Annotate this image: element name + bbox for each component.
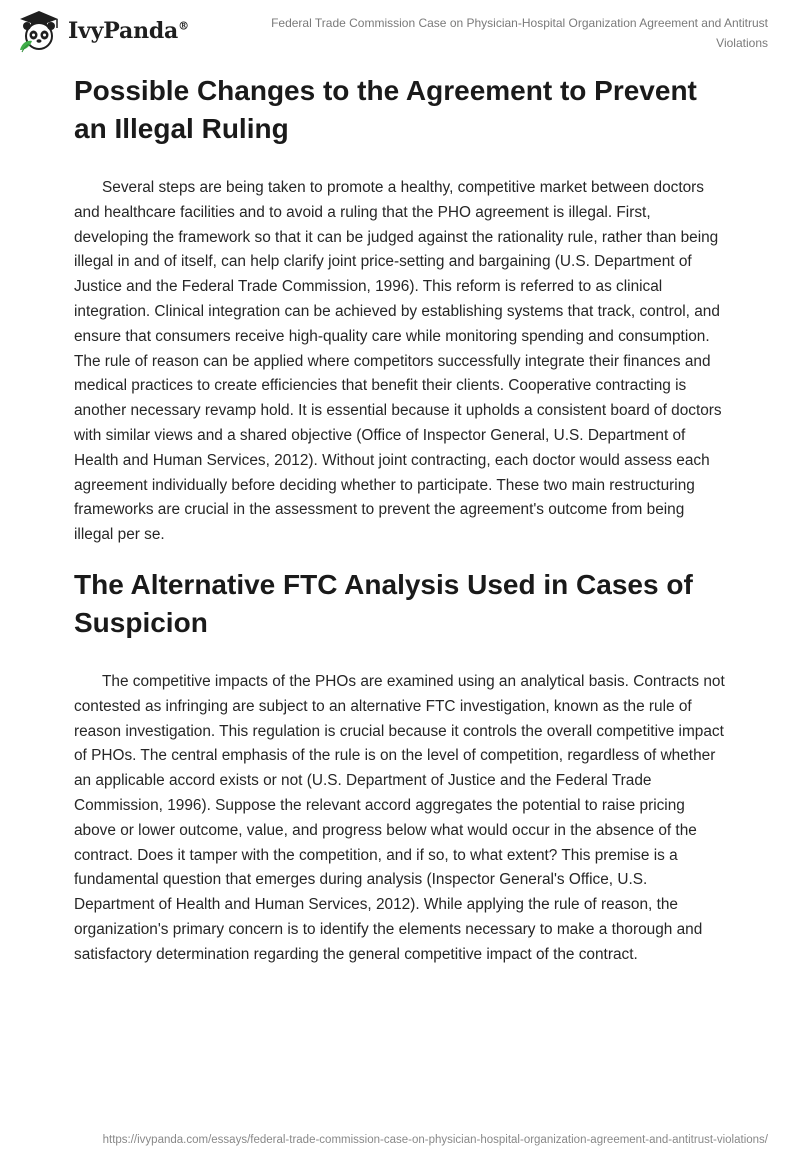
section-paragraph: Several steps are being taken to promote a healthy, competitive market between doctors and healthcare facilities and to avoid a ruling that the PHO agreement is illegal. First, developing the framework so that it can be judged against the rationality rule, rather than being illegal in and of itself, can help clarify joint price-setting and bargaining (U.S. Department of Justice and the Federal Trade Commission, 1996). This reform is referred to as clinical integration. Clinical integration can be achieved by establishing systems that track, control, and ensure that consumers receive high-quality care while monitoring spending and consumption. The rule of reason can be applied where competitors successfully integrate their finances and medical practices to create efficiencies that benefit their clients. Cooperative contracting is another necessary revamp hold. It is essential because it upholds a consistent board of doctors with similar views and a shared objective (Office of Inspector General, U.S. Department of Health and Human Services, 2012). Without joint contracting, each doctor would assess each agreement individually before deciding whether to participate. These two main restructuring frameworks are crucial in the assessment to prevent the agreement's outcome from being illegal per se. [74, 179, 722, 544]
registered-mark: ® [178, 19, 189, 33]
essay-content [74, 72, 726, 968]
section-heading: Possible Changes to the Agreement to Prevent an Illegal Ruling [74, 75, 697, 144]
section-heading: The Alternative FTC Analysis Used in Cases of Suspicion [74, 568, 693, 638]
section-paragraph: The competitive impacts of the PHOs are examined using an analytical basis. Contracts not contested as infringing are subject to an alternative FTC investigation, known as the rule of reason investigation. This regulation is crucial because it controls the overall competitive impact of PHOs. The central emphasis of the rule is on the level of competition, regardless of whether an applicable accord exists or not (U.S. Department of Justice and the Federal Trade Commission, 1996). Suppose the relevant accord aggregates the potential to raise pricing above or lower outcome, value, and progress below what would occur in the absence of the contract. Does it tamper with the competition, and if so, to what extent? This premise is a fundamental question that emerges during analysis (Inspector General's Office, U.S. Department of Health and Human Services, 2012). While applying the rule of reason, the organization's primary concern is to identify the elements necessary to make a thorough and satisfactory determination regarding the general competitive impact of the contract. [74, 672, 725, 963]
page-header [0, 0, 800, 60]
logo-text: IvyPanda® [68, 18, 189, 44]
panda-graduate-icon [16, 8, 62, 54]
source-url[interactable]: https://ivypanda.com/essays/federal-trade-commission-case-on-physician-hospital-organization-agreement-and-antitrust-violations/ [102, 1134, 768, 1146]
document-title: Federal Trade Commission Case on Physician-Hospital Organization Agreement and Antitrust Violations [271, 16, 768, 50]
ivypanda-logo[interactable] [16, 8, 189, 54]
